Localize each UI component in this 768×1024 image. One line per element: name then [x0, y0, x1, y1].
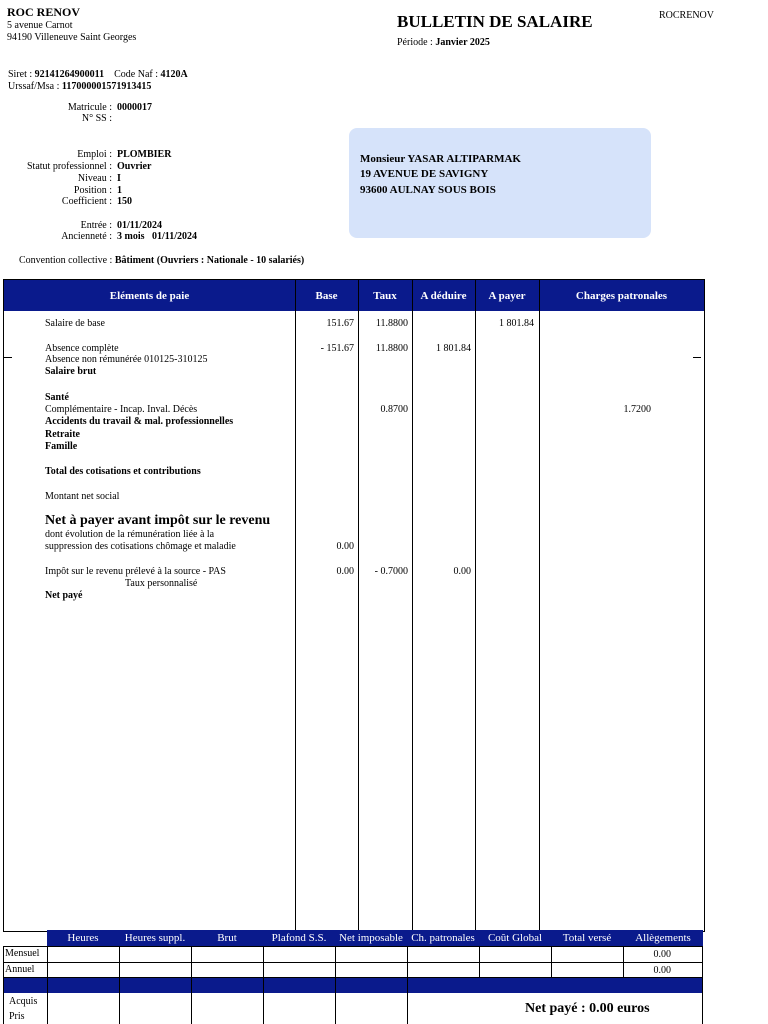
col-line [407, 946, 408, 1024]
corner-code: ROCRENOV [659, 10, 715, 21]
row-absence: Absence complète [45, 343, 119, 354]
summary-header-total-verse: Total versé [562, 932, 612, 944]
row-taux-perso: Taux personnalisé [125, 578, 198, 589]
row-absence-nr: Absence non rémunérée 010125-310125 [45, 354, 208, 365]
pay-elements-table [3, 279, 705, 932]
complementaire-charges: 1.7200 [623, 404, 651, 415]
row-dont-1: dont évolution de la rémunération liée à la [45, 529, 215, 540]
row-pas: Impôt sur le revenu prélevé à la source - PAS [45, 566, 226, 577]
dont-base: 0.00 [336, 541, 354, 552]
summary-header-heures: Heures [67, 932, 99, 944]
summary-table [3, 930, 703, 1024]
row-net-paye: Net payé [45, 590, 83, 601]
document-title: BULLETIN DE SALAIRE [397, 12, 593, 31]
fold-mark [4, 357, 12, 358]
row-accidents: Accidents du travail & mal. professionnelles [45, 416, 234, 427]
salaire-base-base: 151.67 [326, 318, 354, 329]
summary-header-plafond: Plafond S.S. [271, 932, 327, 944]
col-divider [295, 280, 296, 931]
summary-header-allegements: Allègements [635, 932, 691, 944]
header-elements: Eléments de paie [109, 289, 190, 302]
row-famille: Famille [45, 441, 78, 452]
period-line: Période : Janvier 2025 [397, 37, 490, 48]
pris-label: Pris [9, 1011, 25, 1022]
row-salaire-base: Salaire de base [45, 318, 105, 329]
header-charges: Charges patronales [575, 289, 668, 302]
row-retraite: Retraite [45, 429, 80, 440]
siret-line: Siret : 92141264900011 Code Naf : 4120A [8, 69, 188, 80]
col-line [119, 946, 120, 1024]
col-line [263, 946, 264, 1024]
header-base: Base [315, 289, 338, 302]
net-paye-total: Net payé : 0.00 euros [525, 1001, 650, 1016]
col-divider [358, 280, 359, 931]
company-name: ROC RENOV [7, 5, 81, 19]
position-value: 1 [117, 185, 122, 196]
absence-taux: 11.8800 [375, 343, 408, 354]
complementaire-taux: 0.8700 [380, 404, 408, 415]
header-payer: A payer [488, 289, 526, 302]
salaire-base-payer: 1 801.84 [499, 318, 534, 329]
row-complementaire: Complémentaire - Incap. Inval. Décès [45, 404, 198, 415]
row-net-social: Montant net social [45, 491, 120, 502]
row-net-avant-impot: Net à payer avant impôt sur le revenu [45, 513, 271, 528]
annuel-label: Annuel [5, 964, 35, 975]
col-line [191, 946, 192, 1024]
summary-header-net-imposable: Net imposable [339, 932, 403, 944]
anciennete-value: 3 mois 01/11/2024 [117, 231, 198, 242]
absence-deduire: 1 801.84 [436, 343, 471, 354]
urssaf-value: 117000001571913415 [61, 81, 152, 92]
period-value: Janvier 2025 [435, 37, 490, 48]
col-divider [539, 280, 540, 931]
mensuel-allegements: 0.00 [653, 949, 671, 960]
mensuel-label: Mensuel [5, 948, 40, 959]
col-line [3, 946, 4, 1024]
summary-band [3, 978, 703, 993]
urssaf-line: Urssaf/Msa : 117000001571913415 [8, 81, 152, 92]
col-line [702, 946, 703, 1024]
pas-taux: - 0.7000 [374, 566, 408, 577]
col-line [47, 946, 48, 1024]
acquis-label: Acquis [9, 996, 38, 1007]
recipient-address-box [349, 128, 651, 238]
convention-value: Bâtiment (Ouvriers : Nationale - 10 salariés) [114, 255, 305, 266]
statut-value: Ouvrier [117, 161, 152, 172]
col-line [551, 946, 552, 978]
convention-line: Convention collective : Bâtiment (Ouvriers : Nationale - 10 salariés) [19, 255, 305, 266]
recipient-city: 93600 AULNAY SOUS BOIS [360, 184, 496, 196]
row-line [3, 946, 703, 947]
col-divider [412, 280, 413, 931]
row-total-cotisations: Total des cotisations et contributions [45, 466, 201, 477]
emploi-value: PLOMBIER [117, 149, 172, 160]
recipient-street: 19 AVENUE DE SAVIGNY [360, 168, 489, 180]
annuel-allegements: 0.00 [653, 965, 671, 976]
pas-base: 0.00 [336, 566, 354, 577]
siret-value: 92141264900011 [34, 69, 105, 80]
pas-deduire: 0.00 [453, 566, 471, 577]
company-address-1: 5 avenue Carnot [7, 20, 73, 31]
matricule-value: 0000017 [117, 102, 152, 113]
row-dont-2: suppression des cotisations chômage et maladie [45, 541, 236, 552]
salaire-base-taux: 11.8800 [375, 318, 408, 329]
fold-mark [693, 357, 701, 358]
header-taux: Taux [373, 289, 397, 302]
absence-base: - 151.67 [320, 343, 354, 354]
row-sante: Santé [45, 392, 69, 403]
niveau-value: I [117, 173, 121, 184]
summary-header-cout-global: Coût Global [487, 932, 543, 944]
col-line [335, 946, 336, 1024]
naf-value: 4120A [160, 69, 188, 80]
entree-value: 01/11/2024 [117, 220, 163, 231]
summary-header-ch-patronales: Ch. patronales [411, 932, 475, 944]
row-salaire-brut: Salaire brut [45, 366, 97, 377]
col-line [479, 946, 480, 978]
header-deduire: A déduire [420, 289, 467, 302]
coefficient-value: 150 [117, 196, 132, 207]
recipient-name: Monsieur YASAR ALTIPARMAK [360, 153, 521, 165]
row-line [3, 962, 703, 963]
summary-header-brut: Brut [217, 932, 237, 944]
col-divider [475, 280, 476, 931]
summary-header-heures-suppl: Heures suppl. [124, 932, 186, 944]
company-address-2: 94190 Villeneuve Saint Georges [7, 32, 137, 43]
